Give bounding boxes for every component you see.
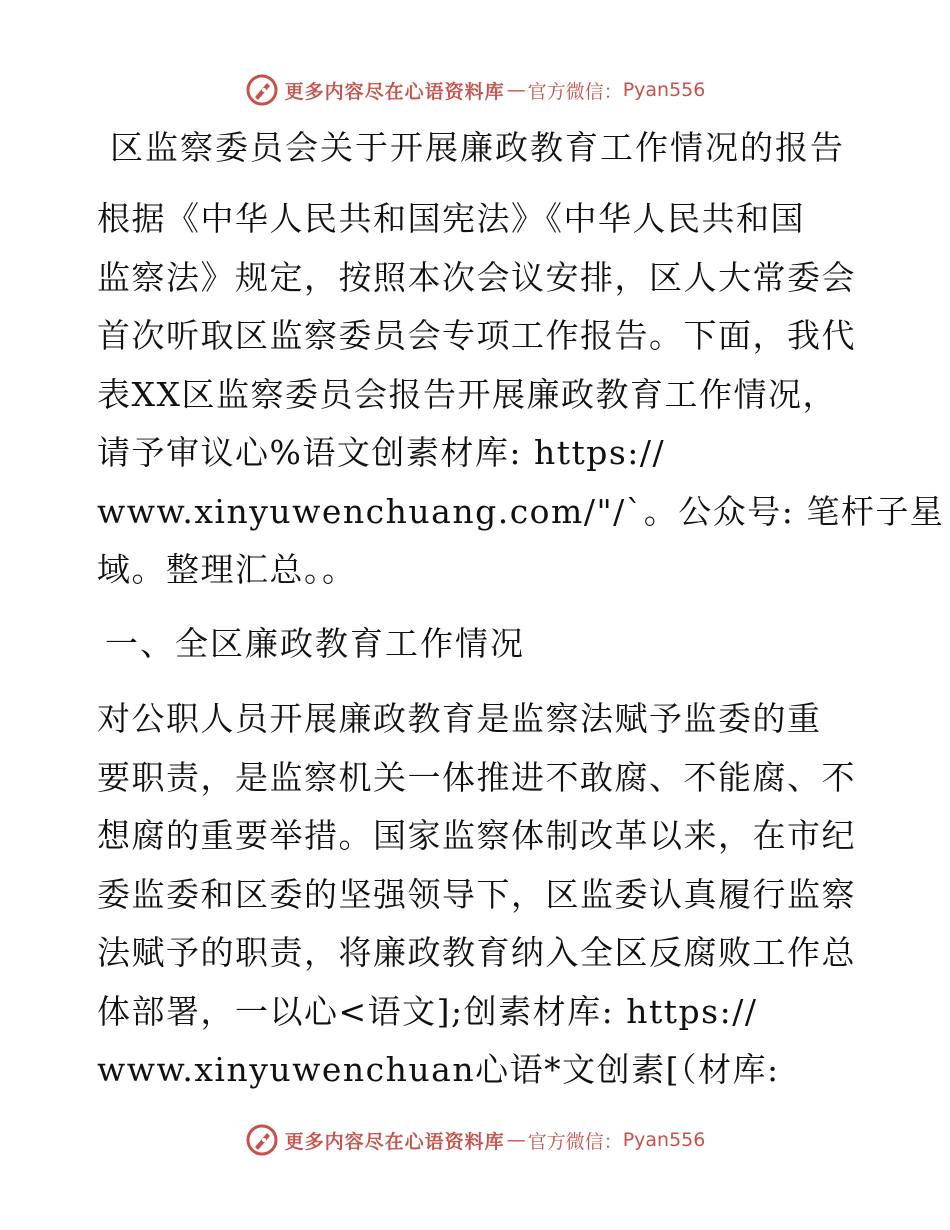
paragraph-line: 首次听取区监察委员会专项工作报告。下面，我代 [97, 316, 856, 355]
paragraph-line: 想腐的重要举措。国家监察体制改革以来，在市纪 [97, 816, 856, 855]
footer-wechat-label: 官方微信： [527, 1130, 623, 1153]
header-banner [0, 70, 950, 110]
paragraph-intro [97, 190, 945, 600]
pen-nib-logo-icon [245, 1123, 279, 1157]
section-heading-1: 一、全区廉政教育工作情况 [105, 624, 525, 663]
header-wechat-label: 官方微信： [527, 80, 623, 103]
paragraph-line: www.xinyuwenchuang.com/"/`。公众号: 笔杆子星 [97, 491, 945, 531]
header-dash: — [506, 79, 526, 101]
paragraph-line: 请予审议心%语文创素材库: https:// [97, 433, 666, 472]
header-wechat-id: Pyan556 [622, 79, 706, 101]
footer-dash: — [506, 1129, 526, 1151]
document-title: 区监察委员会关于开展廉政教育工作情况的报告 [110, 128, 845, 167]
paragraph-line: 根据《中华人民共和国宪法》《中华人民共和国 [97, 199, 805, 238]
pen-nib-logo-icon [245, 73, 279, 107]
header-brand-text: 更多内容尽在心语资料库 [284, 80, 505, 103]
paragraph-line: 要职责，是监察机关一体推进不敢腐、不能腐、不 [97, 757, 856, 797]
paragraph-line: 监察法》规定，按照本次会议安排，区人大常委会 [97, 257, 856, 297]
footer-brand-text: 更多内容尽在心语资料库 [284, 1130, 505, 1153]
footer-banner [0, 1120, 950, 1160]
paragraph-line: 域。整理汇总。。 [97, 550, 357, 589]
paragraph-line: 体部署，一以心<语文];创素材库: https:// [97, 991, 758, 1031]
footer-wechat-id: Pyan556 [622, 1129, 706, 1151]
paragraph-line: 法赋予的职责，将廉政教育纳入全区反腐败工作总 [97, 933, 856, 972]
paragraph-line: 对公职人员开展廉政教育是监察法赋予监委的重 [97, 699, 822, 738]
paragraph-line: 委监委和区委的坚强领导下，区监委认真履行监察 [97, 874, 856, 914]
paragraph-line: www.xinyuwenchuan心语*文创素[（材库: [97, 1050, 780, 1089]
paragraph-section-1 [97, 690, 857, 1100]
paragraph-line: 表XX区监察委员会报告开展廉政教育工作情况， [97, 374, 837, 414]
